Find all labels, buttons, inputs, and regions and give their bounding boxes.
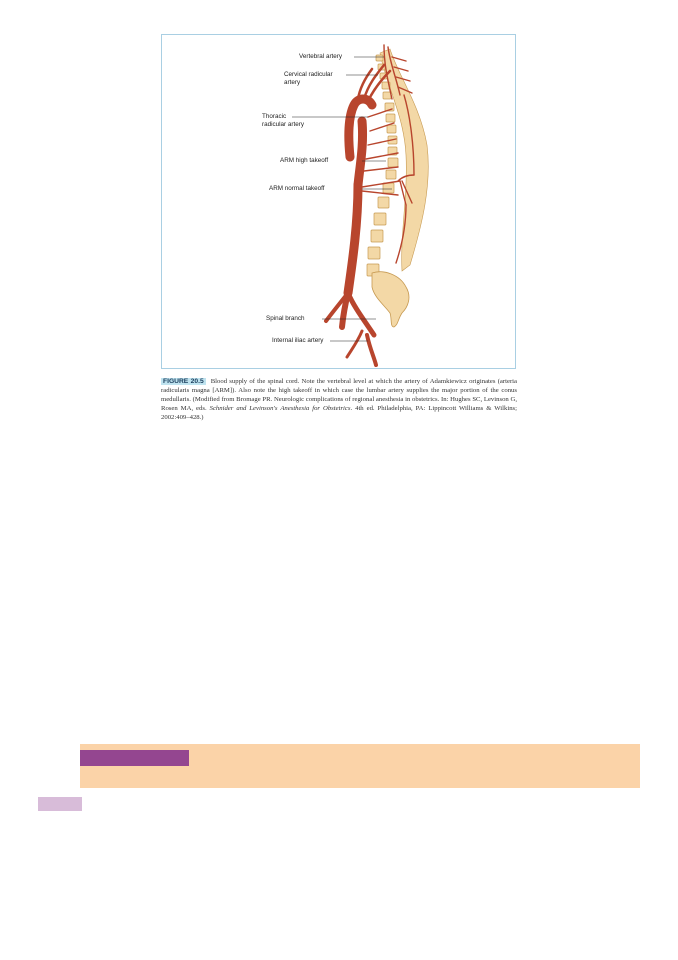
label-spinal-branch: Spinal branch <box>266 315 305 322</box>
sacrum-shape <box>372 272 409 327</box>
caption-book-title: Schnider and Levinson's Anesthesia for Obstetrics <box>209 405 351 412</box>
label-internal-iliac-artery: Internal iliac artery <box>272 337 324 344</box>
section-tab <box>80 750 189 766</box>
label-cervical-radicular-line1: Cervical radicular <box>284 71 333 78</box>
side-tab <box>38 797 82 811</box>
label-vertebral-artery: Vertebral artery <box>299 53 343 60</box>
label-arm-normal-takeoff: ARM normal takeoff <box>269 185 325 192</box>
figure-caption <box>161 377 517 422</box>
label-thoracic-radicular-line2: radicular artery <box>262 121 304 128</box>
caption-text-part2: . 4th ed. Philadelphia, PA: Lippincott Williams & Wilkins; 2002:409–428.) <box>161 405 517 421</box>
aorta <box>326 99 376 365</box>
label-cervical-radicular-line2: artery <box>284 79 301 86</box>
caption-text-part1: Blood supply of the spinal cord. Note the vertebral level at which the artery of Adamkiewicz originates (arteria radicularis magna [ARM]). Also note the high takeoff in which case the lumbar artery supplies the major portion of the conus medullaris. (Modified from Bromage PR. Neurologic complications of regional anesthesia in obstetrics. In: Hughes SC, Levinson G, Rosen MA, eds. <box>161 378 517 412</box>
label-arm-high-takeoff: ARM high takeoff <box>280 157 329 164</box>
spinal-cord-blood-supply-illustration <box>162 35 517 370</box>
label-thoracic-radicular-line1: Thoracic <box>262 113 287 120</box>
figure-frame <box>161 34 516 369</box>
figure-number: FIGURE 20.5 <box>163 378 204 385</box>
